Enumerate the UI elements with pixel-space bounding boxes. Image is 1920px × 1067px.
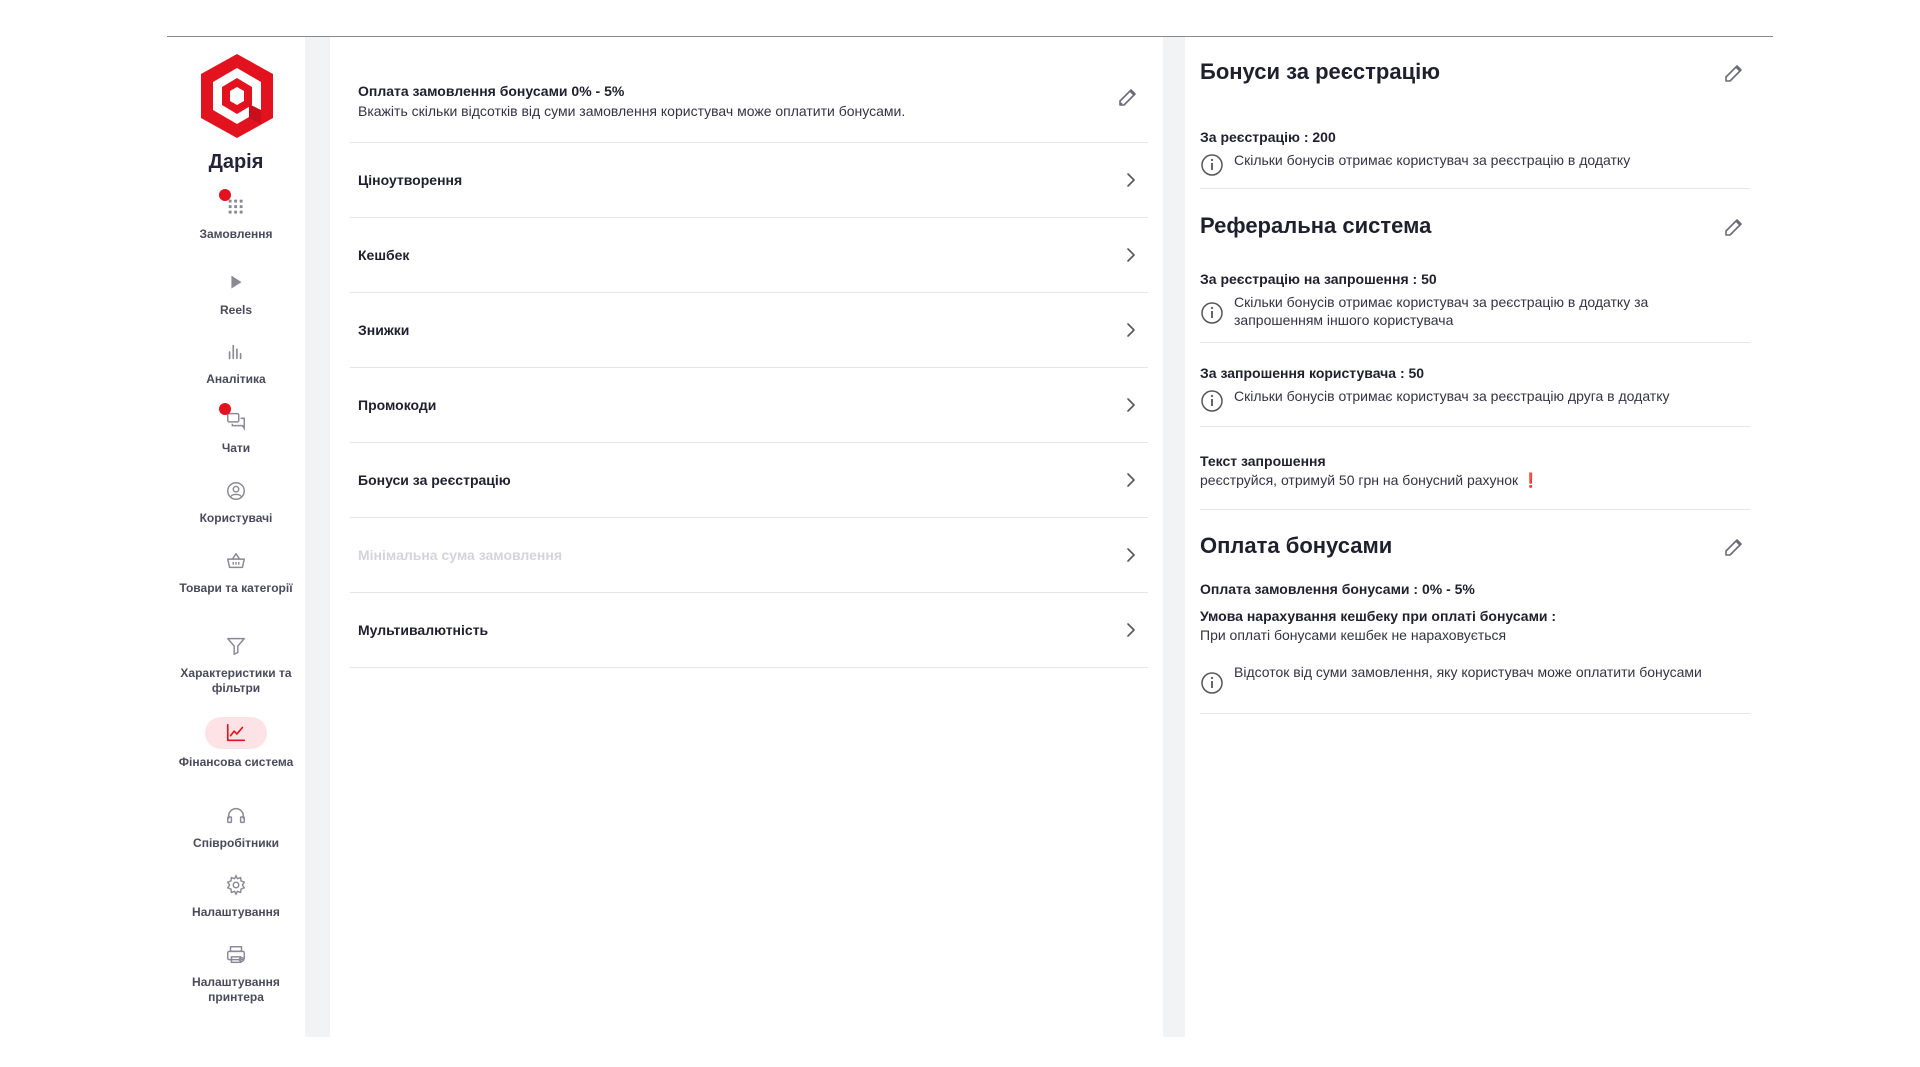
pencil-icon[interactable] bbox=[1722, 535, 1746, 559]
sidebar-item[interactable] bbox=[167, 338, 305, 387]
sidebar-item[interactable] bbox=[167, 802, 305, 851]
sidebar-item[interactable] bbox=[167, 269, 305, 318]
bar-chart-icon bbox=[216, 338, 256, 366]
settings-row-label: Ціноутворення bbox=[358, 172, 463, 188]
chevron-right-icon bbox=[1122, 471, 1140, 489]
pencil-icon[interactable] bbox=[1722, 215, 1746, 239]
divider bbox=[1200, 188, 1750, 189]
sidebar-item-label: Фінансова система bbox=[178, 755, 294, 769]
play-icon bbox=[216, 269, 256, 297]
sidebar-item[interactable] bbox=[167, 407, 305, 456]
sidebar-item-label: Користувачі bbox=[199, 511, 273, 525]
registration-bonus-title: Бонуси за реєстрацію bbox=[1200, 59, 1441, 84]
chat-icon bbox=[216, 407, 256, 435]
sidebar-item[interactable] bbox=[167, 941, 305, 1005]
left-gutter bbox=[305, 37, 330, 1037]
settings-row[interactable] bbox=[350, 593, 1148, 668]
settings-row[interactable] bbox=[350, 518, 1148, 593]
info-icon bbox=[1200, 153, 1224, 177]
sidebar-item-label: Характеристики та фільтри bbox=[180, 666, 292, 695]
sidebar-item[interactable] bbox=[167, 193, 305, 242]
gear-icon bbox=[216, 871, 256, 899]
divider bbox=[1200, 713, 1750, 714]
referral-invite-info-text: Скільки бонусів отримає користувач за реєстрацію друга в додатку bbox=[1234, 388, 1670, 404]
chevron-right-icon bbox=[1122, 321, 1140, 339]
settings-row-label: Кешбек bbox=[358, 247, 410, 263]
registration-info bbox=[1200, 151, 1630, 177]
divider bbox=[1200, 426, 1750, 427]
referral-signup-info-text: Скільки бонусів отримає користувач за реєстрацію в додатку за запрошенням іншого користувача bbox=[1234, 294, 1649, 328]
sidebar-item-label: Замовлення bbox=[199, 227, 273, 241]
chevron-right-icon bbox=[1122, 546, 1140, 564]
settings-list bbox=[350, 37, 1148, 668]
bonus-payment-title: Оплата бонусами bbox=[1200, 533, 1393, 558]
chevron-right-icon bbox=[1122, 246, 1140, 264]
notification-badge bbox=[219, 403, 231, 415]
sidebar-item[interactable] bbox=[167, 547, 305, 596]
middle-gutter bbox=[1163, 37, 1185, 1037]
sidebar-item-label: Аналітика bbox=[206, 372, 266, 386]
settings-row-label: Знижки bbox=[358, 322, 410, 338]
pencil-icon[interactable] bbox=[1116, 85, 1140, 109]
settings-row[interactable] bbox=[350, 218, 1148, 293]
divider bbox=[1200, 342, 1750, 343]
bonus-payment-info-text: Відсоток від суми замовлення, яку користувач може оплатити бонусами bbox=[1234, 664, 1702, 680]
registration-info-text: Скільки бонусів отримає користувач за реєстрацію в додатку bbox=[1234, 152, 1631, 168]
sidebar-item-label: Налаштування принтера bbox=[192, 975, 280, 1004]
invite-text-label: Текст запрошення bbox=[1200, 453, 1326, 469]
info-icon bbox=[1200, 389, 1224, 413]
cashback-condition-label: Умова нарахування кешбеку при оплаті бонусами : bbox=[1200, 608, 1557, 624]
invite-text-value: реєструйся, отримуй 50 грн на бонусний рахунок ❗ bbox=[1200, 472, 1540, 488]
sidebar-item[interactable] bbox=[167, 477, 305, 526]
brand-logo[interactable] bbox=[197, 52, 277, 140]
bonus-payment-range: Оплата замовлення бонусами : 0% - 5% bbox=[1200, 581, 1475, 597]
sidebar-item-label: Співробітники bbox=[193, 836, 279, 850]
referral-title: Реферальна система bbox=[1200, 213, 1432, 238]
referral-invite-info bbox=[1200, 387, 1670, 413]
line-chart-icon bbox=[205, 717, 267, 749]
sidebar-item[interactable] bbox=[167, 717, 305, 770]
sidebar-item-label: Товари та категорії bbox=[179, 581, 293, 595]
bonus-payment-info bbox=[1200, 663, 1740, 695]
summary-subtitle: Вкажіть скільки відсотків від суми замовлення користувач може оплатити бонусами. bbox=[358, 103, 906, 119]
divider bbox=[1200, 509, 1750, 510]
summary-title: Оплата замовлення бонусами 0% - 5% bbox=[358, 83, 625, 99]
chevron-right-icon bbox=[1122, 621, 1140, 639]
user-circle-icon bbox=[216, 477, 256, 505]
basket-icon bbox=[216, 547, 256, 575]
settings-row[interactable] bbox=[350, 143, 1148, 218]
pencil-icon[interactable] bbox=[1722, 61, 1746, 85]
referral-invite-value: За запрошення користувача : 50 bbox=[1200, 365, 1425, 381]
cashback-condition-value: При оплаті бонусами кешбек не нараховується bbox=[1200, 627, 1507, 643]
sidebar-item[interactable] bbox=[167, 871, 305, 920]
grid-icon bbox=[216, 193, 256, 221]
chevron-right-icon bbox=[1122, 171, 1140, 189]
settings-row-label: Мінімальна сума замовлення bbox=[358, 547, 563, 563]
settings-row-label: Мультивалютність bbox=[358, 622, 489, 638]
sidebar-item[interactable] bbox=[167, 632, 305, 696]
printer-icon bbox=[216, 941, 256, 969]
settings-row[interactable] bbox=[350, 293, 1148, 368]
notification-badge bbox=[219, 189, 231, 201]
settings-row-label: Промокоди bbox=[358, 397, 437, 413]
headset-icon bbox=[216, 802, 256, 830]
referral-signup-value: За реєстрацію на запрошення : 50 bbox=[1200, 271, 1437, 287]
chevron-right-icon bbox=[1122, 396, 1140, 414]
referral-signup-info bbox=[1200, 293, 1740, 329]
info-icon bbox=[1200, 671, 1224, 695]
sidebar-item-label: Чати bbox=[221, 441, 251, 455]
bonus-payment-summary[interactable] bbox=[350, 37, 1148, 143]
sidebar-item-label: Налаштування bbox=[192, 905, 280, 919]
sidebar bbox=[167, 37, 305, 1037]
sidebar-item-label: Reels bbox=[219, 303, 253, 317]
settings-row[interactable] bbox=[350, 443, 1148, 518]
settings-row[interactable] bbox=[350, 368, 1148, 443]
settings-row-label: Бонуси за реєстрацію bbox=[358, 472, 511, 488]
brand-name: Дарія bbox=[208, 151, 264, 173]
info-icon bbox=[1200, 301, 1224, 325]
filter-icon bbox=[216, 632, 256, 660]
registration-bonus-value: За реєстрацію : 200 bbox=[1200, 129, 1336, 145]
